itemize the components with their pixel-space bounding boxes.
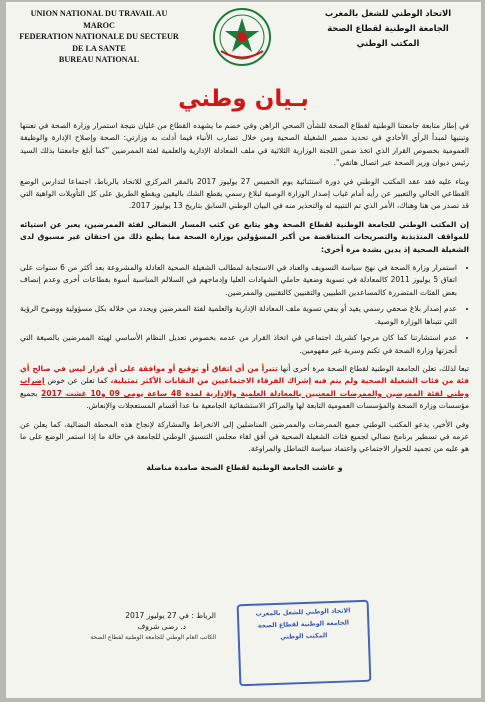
paragraph-condemn: إن المكتب الوطني للجامعة الوطنية لقطاع الصحة وهو يتابع عن كثب المسار النضالي لفئة الممرضين، يعبر عن استيائه للمواقف المتذبذبة والتصريحات المتناقضة من أكبر المسؤولين بوزارة الصحة مما يطبع ذلك من احتقان غير مسبوق لدى الشغيلة الصحية إذ يدين بشدة مرة أخرى: (20, 219, 469, 254)
condemn-item: • عدم استشارتنا كما كان مرجوا كشريك اجتماعي في اتخاذ القرار من عدمه بخصوص تعديل النظام الأساسي لهيئة الممرضين بالصيغة التي أنجزتها وزارة الصحة في تكتم وسرية غير مفهومين. (20, 332, 457, 357)
stamp-line-1: الاتحاد الوطني للشغل بالمغرب (255, 607, 351, 618)
header-arabic (303, 6, 473, 51)
union-emblem-icon (211, 6, 273, 68)
signatory-name: د. رضى شروف (137, 622, 186, 631)
signature-date: الرباط : في 27 يوليوز 2017 (125, 611, 216, 620)
condemn-item: • عدم إصدار بلاغ صحفي رسمي يفيد أو ينفي تسوية ملف المعادلة الإدارية والعلمية لفئة الممرضين ويحدد من خلاله بكل مسؤولية ووضوح الرؤية التي تتبناها الوزارة الوصية. (20, 303, 457, 328)
header-french (14, 8, 184, 66)
condemn-item: • استمرار وزارة الصحة في نهج سياسة التسويف والعناد في الاستجابة لمطالب الشغيلة الصحية العادلة والمشروعة بعد أكثر من 6 سنوات على اتفاق 5 يوليوز 2011 كالمعادلة في تسوية وضعية حاملي الشهادات العليا وإدماجهم في السلالم المناسبة أسوة بقطاعات أخرى وعدم إنصاف بعض الفئات المتضررة كالمساعدين الطبيين والتقنيين كالتقنيين والممرضين. (20, 262, 457, 299)
header-arabic-line-2: الجامعة الوطنية لقطاع الصحة (327, 23, 449, 33)
decision-warning: تتبرأ من أي اتفاق أو توقيع أو موافقة على أي قرار ليس في صالح أي فئة من فئات الشغيلة الصحية ولم يتم فيه إشراك الفرقاء الاجتماعيين من النقابات الأكثر تمثيلية، (20, 363, 469, 386)
official-stamp (237, 600, 372, 687)
header-french-line-3: BUREAU NATIONAL (58, 55, 140, 64)
document-body (20, 120, 469, 474)
decision-announce: كما تعلن عن خوض (47, 376, 108, 386)
condemn-list (20, 262, 469, 357)
header-french-line-2: FEDERATION NATIONALE DU SECTEUR DE LA SANTE (19, 32, 179, 53)
header-arabic-line-3: المكتب الوطني (356, 38, 420, 48)
decision-intro: تبعا لذلك، تعلن الجامعة الوطنية لقطاع الصحة مرة أخرى أنها (280, 363, 469, 373)
paragraph-final: وفي الأخير، يدعو المكتب الوطني جميع الممرضات والممرضين المناضلين إلى الانخراط والمشاركة لإنجاح هذه المحطة النضالية، كما يعلن عن عزمه في تسطير برنامج نضالي لجميع فئات الشغيلة الصحية في أفق لقاء مجلس التنسيق الوطني للجامعة في حالة ما إذا استمر الوضع على ما هو عليه من تجميد للحوار الاجتماعي واعتماد سياسة التماطل والمراوغة. (20, 419, 469, 454)
header-arabic-line-1: الاتحاد الوطني للشغل بالمغرب (324, 8, 452, 18)
header-french-line-1: UNION NATIONAL DU TRAVAIL AU MAROC (30, 9, 168, 30)
signatory-role: الكاتب العام الوطني للجامعة الوطنية لقطاع الصحة (90, 634, 216, 641)
strike-announcement: إضراب وطني لفئة الممرضين والممرضات المعنيين بالمعادلة العلمية والإدارية لمدة 48 ساعة يومي 09 و10 غشت 2017 (20, 376, 469, 398)
paragraph-intro: في إطار متابعة جامعتنا الوطنية لقطاع الصحة للشأن الصحي الراهن وفي خضم ما يشهده القطاع من غليان نتيجة استمرار وزارة الصحة في تعنتها وتبنيها لمبدأ الرأي الأحادي في تحديد مصير الشغيلة الصحية ومن خلال تضارب الأنباء فيما أدلت به وزارتي: الصحة وإصلاح الإدارة والوظيفة العمومية بخصوص القرار الذي اتخذ ضمن اللجنة الوزارية الثلاثية في ملف المعادلة الإدارية والعلمية لفئة الممرضين "كما أبلغ جامعتنا بذلك السيد رئيس ديوان وزير الصحة عبر اتصال هاتفي". (20, 121, 469, 168)
signature-block (26, 610, 216, 643)
paragraph-meeting: وبناء عليه فقد عقد المكتب الوطني في دورة استثنائية يوم الخميس 27 يوليوز 2017 بالمقر المركزي للاتحاد بالرباط، اجتماعا لتدارس الوضع القطاعي الحالي والتعبير عن رأيه أمام غياب إصدار الوزارة الوصية لبلاغ رسمي يقطع الشك باليقين ويقطع الطريق على كل التأويلات الواهية التي قد تصدر من هنا وهناك، الأمر الذي تم التنبيه له والتحذير منه في البيان الوطني السابق بتاريخ 13 يوليوز 2017. (20, 176, 469, 211)
stamp-line-2: الجامعة الوطنية لقطاع الصحة (257, 619, 350, 630)
paragraph-decision (20, 363, 469, 413)
stamp-line-3: المكتب الوطني (280, 632, 328, 641)
closing-line: و عاشت الجامعة الوطنية لقطاع الصحة صامدة مناضلة (146, 462, 343, 472)
decision-scope: بجميع مؤسسات وزارة الصحة والمؤسسات العمومية التابعة لها والمراكز الاستشفائية الجامعية ما عدا أقسام المستعجلات والإنعاش. (20, 388, 469, 411)
document-title: بـيان وطني (178, 86, 309, 112)
document-page (6, 2, 481, 698)
